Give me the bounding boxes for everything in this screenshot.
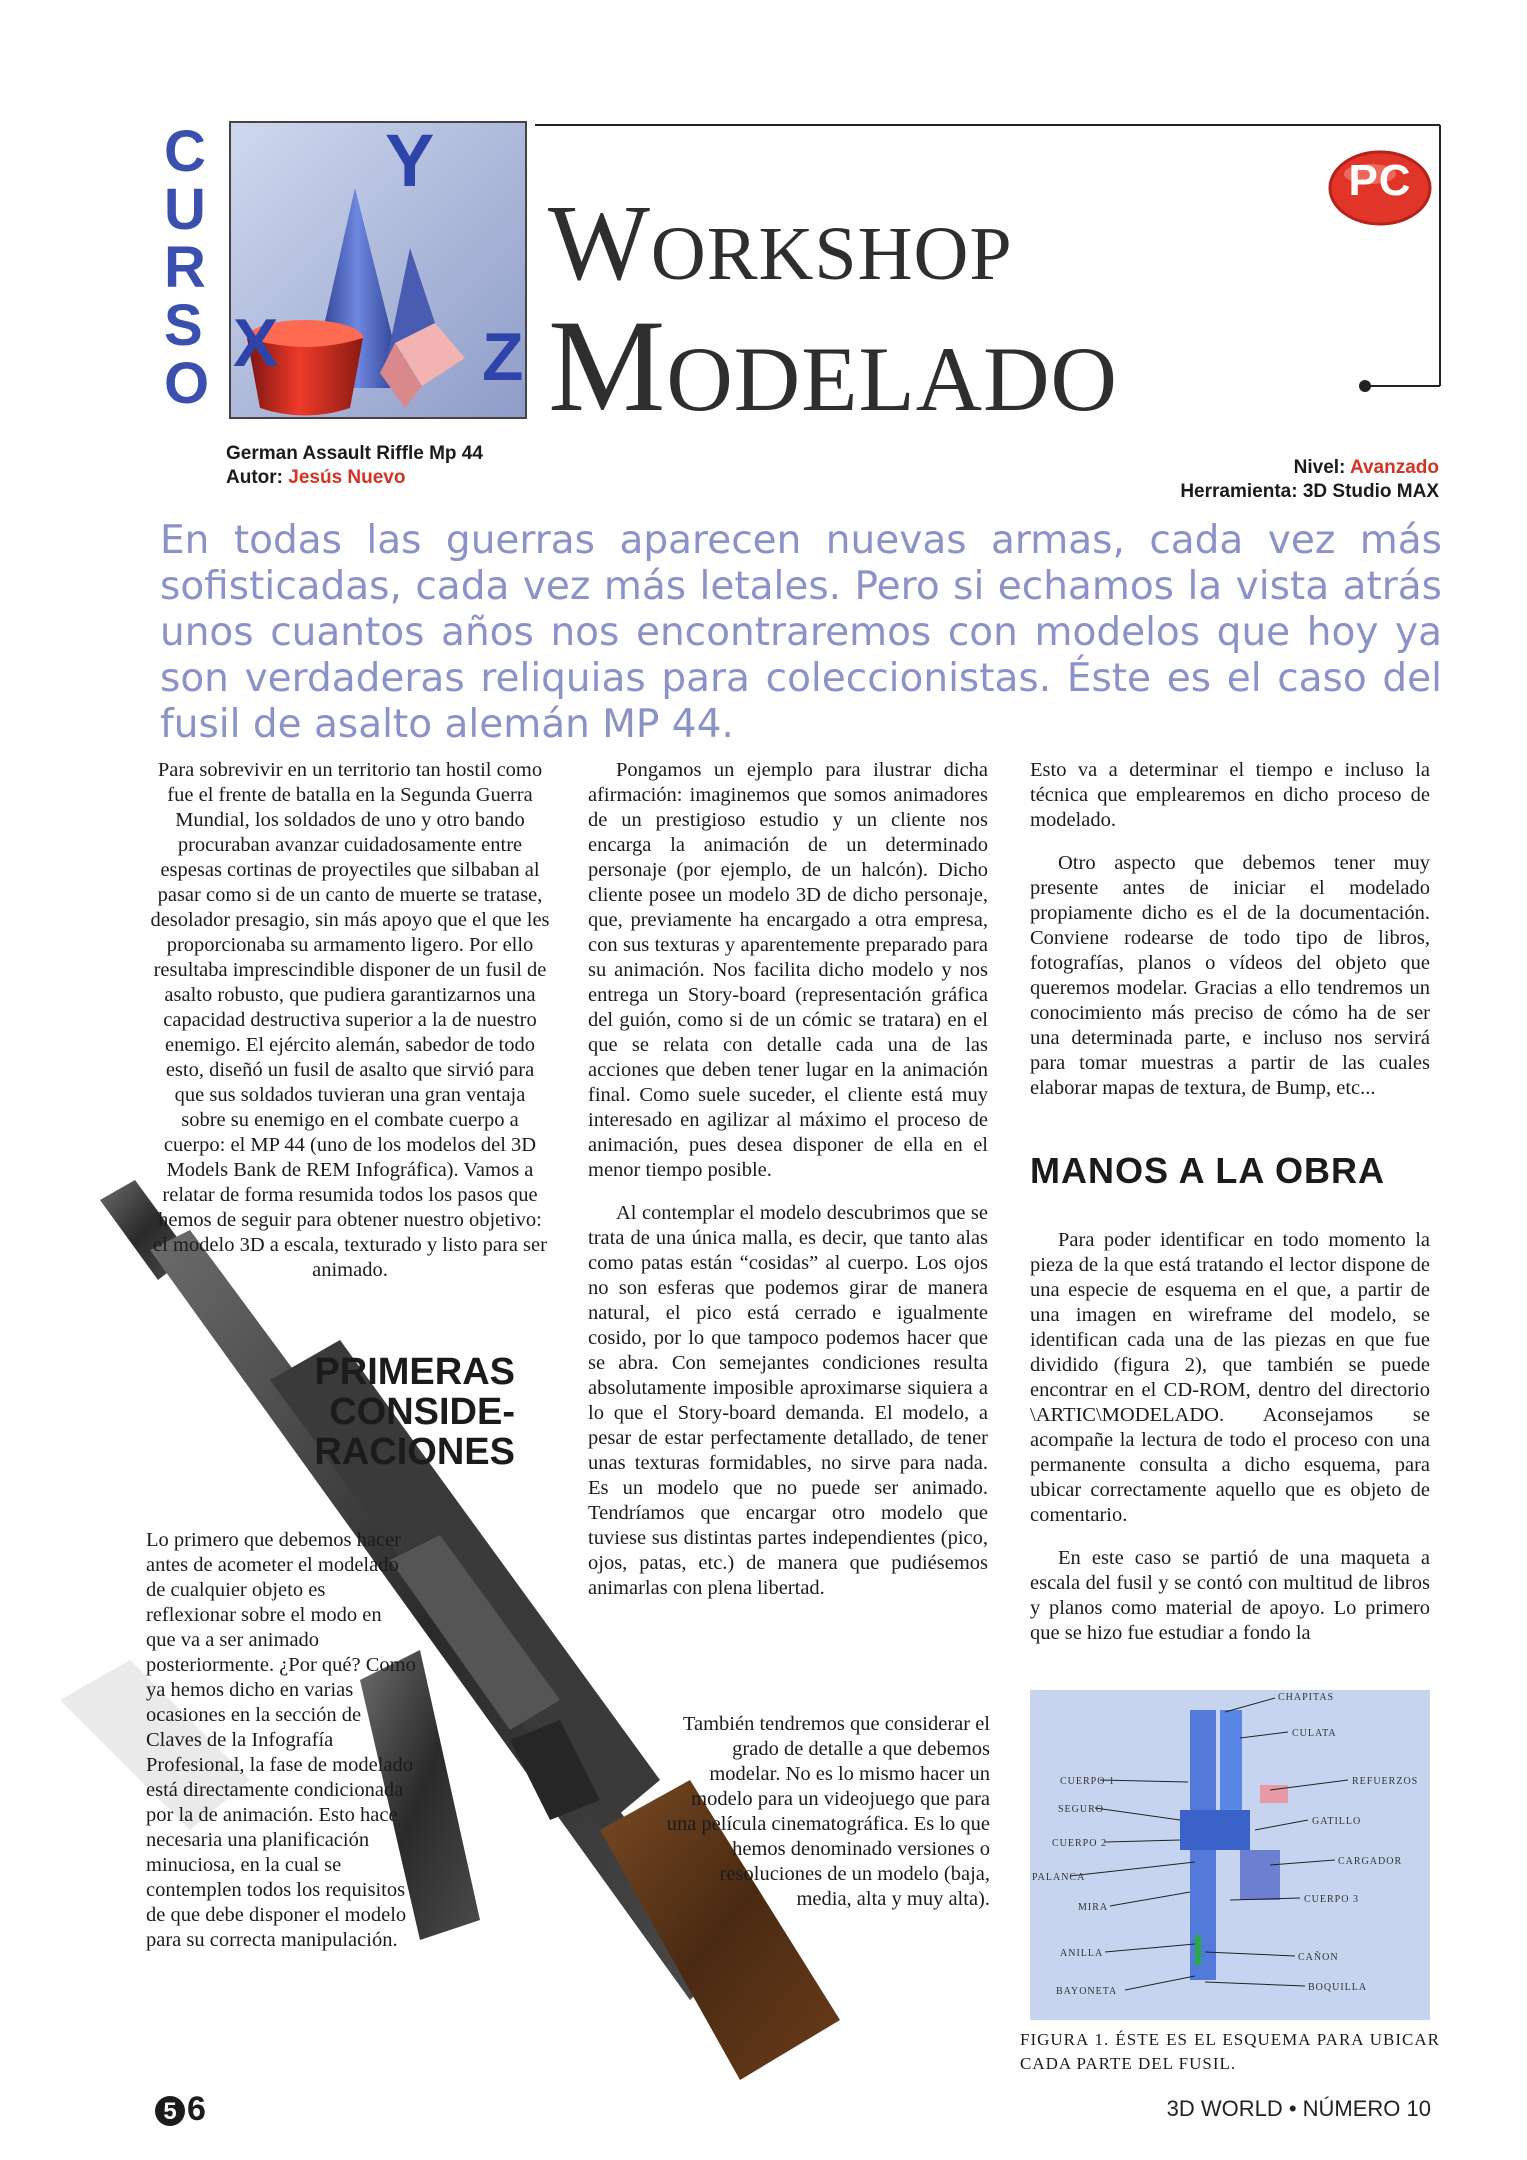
curso-letter-r: R bbox=[164, 235, 206, 300]
fig-label-chapitas: CHAPITAS bbox=[1278, 1692, 1335, 1703]
section-heading-manos: MANOS A LA OBRA bbox=[1030, 1150, 1385, 1191]
fig-label-mira: MIRA bbox=[1078, 1902, 1109, 1913]
column-2 bbox=[588, 758, 988, 1619]
curso-letters-overlay bbox=[160, 118, 530, 428]
fig-label-seguro: SEGURO bbox=[1058, 1804, 1105, 1815]
page-number bbox=[155, 2090, 206, 2129]
author-line bbox=[226, 466, 483, 490]
col3-paragraph-3: Para poder identificar en todo momento la pieza de la que está tratando el lector dispone de una especie de esquema en el que, a partir de una imagen en wireframe del modelo, se identifican cada una de las piezas en que fue dividido (figura 2), que también se puede encontrar en el CD-ROM, dentro del directorio \ARTIC\MODELADO. Aconsejamos se acompañe la lectura de todo el proceso con una permanente consulta a dicho esquema, para ubicar correctamente aquello que es objeto de comentario. bbox=[1030, 1229, 1430, 1526]
fig-label-cargador: CARGADOR bbox=[1338, 1856, 1403, 1867]
page-number-rest: 6 bbox=[187, 2090, 206, 2128]
fig-label-palanca: PALANCA bbox=[1032, 1872, 1086, 1883]
col1-paragraph-1: Para sobrevivir en un territorio tan hostil como fue el frente de batalla en la Segunda Guerra Mundial, los soldados de uno y otro bando procuraban avanzar cuidadosamente entre espesas cortinas de proyectiles que silbaban al pasar como si de un canto de muerte se tratase, desolador presagio, sin más apoyo que el que les proporcionaba su armamento ligero. Por ello resultaba imprescindible disponer de un fusil de asalto robusto, que pudiera garantizarnos una capacidad destructiva superior a la de nuestro enemigo. El ejército alemán, sabedor de todo esto, diseñó un fusil de asalto que sirvió para que sus soldados tuvieran una gran ventaja sobre su enemigo en el combate cuerpo a cuerpo: el MP 44 (uno de los modelos del 3D Models Bank de REM Infográfica). Vamos a relatar de forma resumida todos los pasos que hemos de seguir para obtener nuestro objetivo: el modelo 3D a escala, texturado y listo para ser animado. bbox=[150, 759, 550, 1281]
section-heading-primeras: PRIMERAS CONSIDE-RACIONES bbox=[314, 1351, 515, 1473]
level-label: Nivel: bbox=[1293, 457, 1346, 478]
fig-label-canon: CAÑON bbox=[1298, 1952, 1339, 1963]
curso-letter-s: S bbox=[164, 293, 203, 358]
axis-x-label: X bbox=[233, 305, 279, 381]
fig-label-boquilla: BOQUILLA bbox=[1308, 1982, 1368, 1993]
fig-label-cuerpo3: CUERPO 3 bbox=[1304, 1894, 1359, 1905]
title-line-2: Modelado bbox=[548, 292, 1118, 439]
platform-badge: PC bbox=[1348, 156, 1412, 205]
author-name: Jesús Nuevo bbox=[288, 467, 406, 488]
figure-rifle-schematic bbox=[1030, 1690, 1430, 2020]
col3-paragraph-1: Esto va a determinar el tiempo e incluso la técnica que emplearemos en dicho proceso de modelado. bbox=[1030, 759, 1430, 831]
col2-paragraph-2: Al contemplar el modelo descubrimos que se trata de una única malla, es decir, que tanto alas como patas están “cosidas” al cuerpo. Los ojos no son esferas que podemos girar de manera natural, el pico está cerrado e igualmente cosido, por lo que tampoco podemos hacer que se abra. Con semejantes condiciones resulta absolutamente imposible aproximarse siquiera a lo que el Story-board demanda. El modelo, a pesar de estar perfectamente detallado, de tener unas texturas formidables, no sirve para nada. Es un modelo que no puede ser animado. Tendríamos que encargar otro modelo que tuviese sus distintas partes independientes (pico, ojos, patas, etc.) de manera que pudiésemos animarlas con plena libertad. bbox=[588, 1202, 988, 1599]
fig-label-bayoneta: BAYONETA bbox=[1056, 1986, 1118, 1997]
col3-paragraph-4: En este caso se partió de una maqueta a escala del fusil y se contó con multitud de libros y planos como material de apoyo. Lo primero que se hizo fue estudiar a fondo la bbox=[1030, 1547, 1430, 1644]
article-meta-right bbox=[1180, 456, 1439, 504]
col2-paragraph-1: Pongamos un ejemplo para ilustrar dicha afirmación: imaginemos que somos animadores de un prestigioso estudio y un cliente nos encarga la animación de un determinado personaje (por ejemplo, de un halcón). Dicho cliente posee un modelo 3D de dicho personaje, que, previamente ha encargado a otra empresa, con sus texturas y aparentemente preparado para su animación. Nos facilita dicho modelo y nos entrega un Story-board (representación gráfica del guión, como si de un cómic se tratara) en el que se relata con detalle cada una de las acciones que deben tener lugar en la animación final. Como suele suceder, el cliente está muy interesado en agilizar al máximo el proceso de animación, pues desea disponer de ella en el menor tiempo posible. bbox=[588, 759, 988, 1181]
fig-label-anilla: ANILLA bbox=[1060, 1948, 1104, 1959]
fig-label-cuerpo1: CUERPO 1 bbox=[1060, 1776, 1115, 1787]
tool-label: Herramienta: bbox=[1180, 481, 1298, 502]
figure-caption: FIGURA 1. ÉSTE ES EL ESQUEMA PARA UBICAR CADA PARTE DEL FUSIL. bbox=[1020, 2030, 1440, 2073]
column-1 bbox=[150, 758, 550, 1301]
column-3-lower bbox=[1030, 1228, 1430, 1664]
title-line-1: Workshop bbox=[548, 184, 1013, 303]
col2-paragraph-3: También tendremos que considerar el grado de detalle a que debemos modelar. No es lo mismo hacer un modelo para un videojuego que para una película cinematográfica. Es lo que hemos denominado versiones o resoluciones de un modelo (baja, media, alta y muy alta). bbox=[666, 1713, 990, 1910]
page-number-circle: 5 bbox=[155, 2096, 185, 2126]
author-label: Autor: bbox=[226, 467, 283, 488]
col3-paragraph-2: Otro aspecto que debemos tener muy presente antes de iniciar el modelado propiamente dicho es el de la documentación. Conviene rodearse de todo tipo de libros, fotografías, planos o vídeos del objeto que queremos modelar. Gracias a ello tendremos un conocimiento más preciso de cómo ha de ser una determinada parte, e incluso nos servirá para tomar muestras a partir de las cuales elaborar mapas de textura, de Bump, etc... bbox=[1030, 852, 1430, 1099]
axis-z-label: Z bbox=[482, 319, 524, 395]
column-3 bbox=[1030, 758, 1430, 1119]
fig-label-refuerzos: REFUERZOS bbox=[1352, 1776, 1419, 1787]
level-line bbox=[1180, 456, 1439, 480]
col1-paragraph-2: Lo primero que debemos hacer antes de acometer el modelado de cualquier objeto es reflexionar sobre el modo en que va a ser animado posteriormente. ¿Por qué? Como ya hemos dicho en varias ocasiones en la sección de Claves de la Infografía Profesional, la fase de modelado está directamente condicionada por la de animación. Esto hace necesaria una planificación minuciosa, en la cual se contemplen todos los requisitos de que debe disponer el modelo para su correcta manipulación. bbox=[146, 1529, 416, 1951]
level-value: Avanzado bbox=[1349, 457, 1439, 478]
curso-letter-u: U bbox=[164, 177, 206, 242]
axis-y-label: Y bbox=[385, 119, 435, 202]
tool-value: 3D Studio MAX bbox=[1302, 481, 1439, 502]
fig-label-gatillo: GATILLO bbox=[1312, 1816, 1362, 1827]
lead-paragraph: En todas las guerras aparecen nuevas armas, cada vez más sofisticadas, cada vez más letales. Pero si echamos la vista atrás unos cuantos años nos encontraremos con modelos que hoy ya son verdaderas reliquias para coleccionistas. Éste es el caso del fusil de asalto alemán MP 44. bbox=[160, 518, 1442, 747]
curso-letter-o: O bbox=[164, 351, 210, 416]
fig-label-culata: CULATA bbox=[1292, 1728, 1337, 1739]
curso-letter-c: C bbox=[164, 119, 206, 184]
tool-line bbox=[1180, 480, 1439, 504]
article-meta-left bbox=[226, 442, 483, 490]
fig-label-cuerpo2: CUERPO 2 bbox=[1052, 1838, 1107, 1849]
publication-footer: 3D WORLD • NÚMERO 10 bbox=[1166, 2096, 1431, 2121]
article-subject: German Assault Riffle Mp 44 bbox=[226, 443, 483, 464]
